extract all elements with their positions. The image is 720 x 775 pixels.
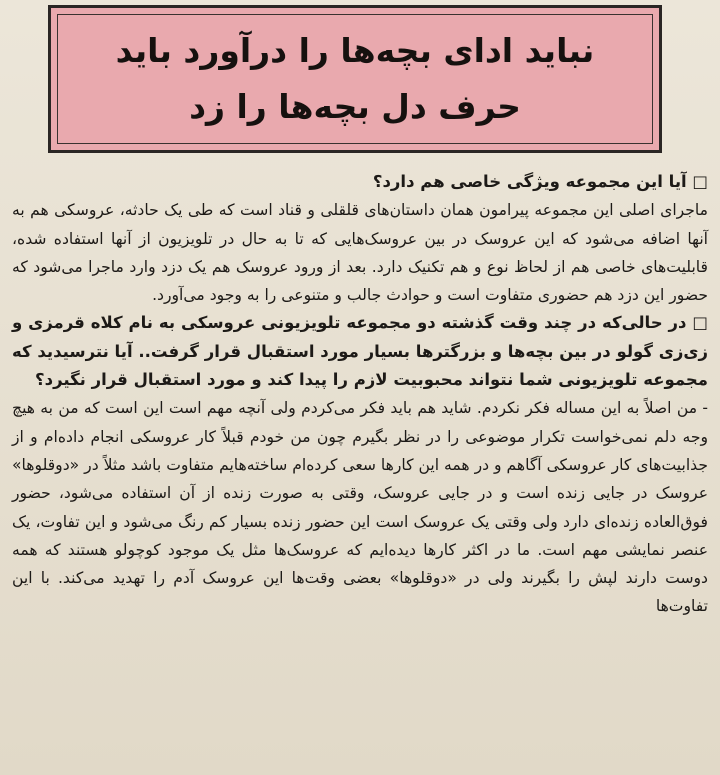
answer-2: - من اصلاً به این مساله فکر نکردم. شاید هم باید فکر می‌کردم ولی آنچه مهم است این است که من به هیچ وجه دلم نمی‌خواست تکرار موضوعی را در نظر بگیرم چون من خودم قبلاً کار عروسکی انجام داده‌ام و از جذابیت‌های کار عروسکی آگاهم و در همه این کارها سعی کرده‌ام ساخته‌هایم متفاوت باشد مثلاً در «دوقلوها» عروسک در جایی زنده است و در جایی عروسک، وقتی به صورت زنده از آن استفاده می‌شود، حضور فوق‌العاده زنده‌ای دارد ولی وقتی یک عروسک است این حضور زنده بسیار کم رنگ می‌شود و این تفاوت، یک عنصر نمایشی مهم است. ما در اکثر کارها دیده‌ایم که عروسک‌ها مثل یک موجود کوچولو هستند که همه دوست دارند لپش را بگیرند ولی در «دوقلوها» بعضی وقت‌ها این عروسک آدم را تهدید می‌کند. با این تفاوت‌ها	[12, 399, 708, 616]
question-1: □ آیا این مجموعه ویژگی خاصی هم دارد؟	[372, 172, 708, 191]
headline: نباید ادای بچه‌ها را درآورد باید حرف دل بچه‌ها را زد	[115, 31, 595, 126]
article-body	[12, 168, 708, 621]
answer-1: ماجرای اصلی این مجموعه پیرامون همان داستان‌های قلقلی و قناد است که طی یک حادثه، عروسکی هم به آنها اضافه می‌شود که این عروسک در بین عروسک‌هایی که تا به حال در تلویزیون از آنها استفاده شده، قابلیت‌های خاصی هم از لحاظ نوع و هم تکنیک دارد. بعد از ورود عروسک هم یک دزد وارد ماجرا می‌شود که حضور این دزد هم حضوری متفاوت است و حوادث جالب و متنوعی را به وجود می‌آورد.	[12, 201, 708, 305]
headline-box	[48, 5, 662, 153]
question-2: □ در حالی‌که در چند وقت گذشته دو مجموعه تلویزیونی عروسکی به نام کلاه قرمزی و زی‌زی گولو در بین بچه‌ها و بزرگترها بسیار مورد استقبال قرار گرفت.. آیا نترسیدید که مجموعه تلویزیونی شما نتواند محبوبیت لازم را پیدا کند و مورد استقبال قرار نگیرد؟	[12, 313, 708, 390]
